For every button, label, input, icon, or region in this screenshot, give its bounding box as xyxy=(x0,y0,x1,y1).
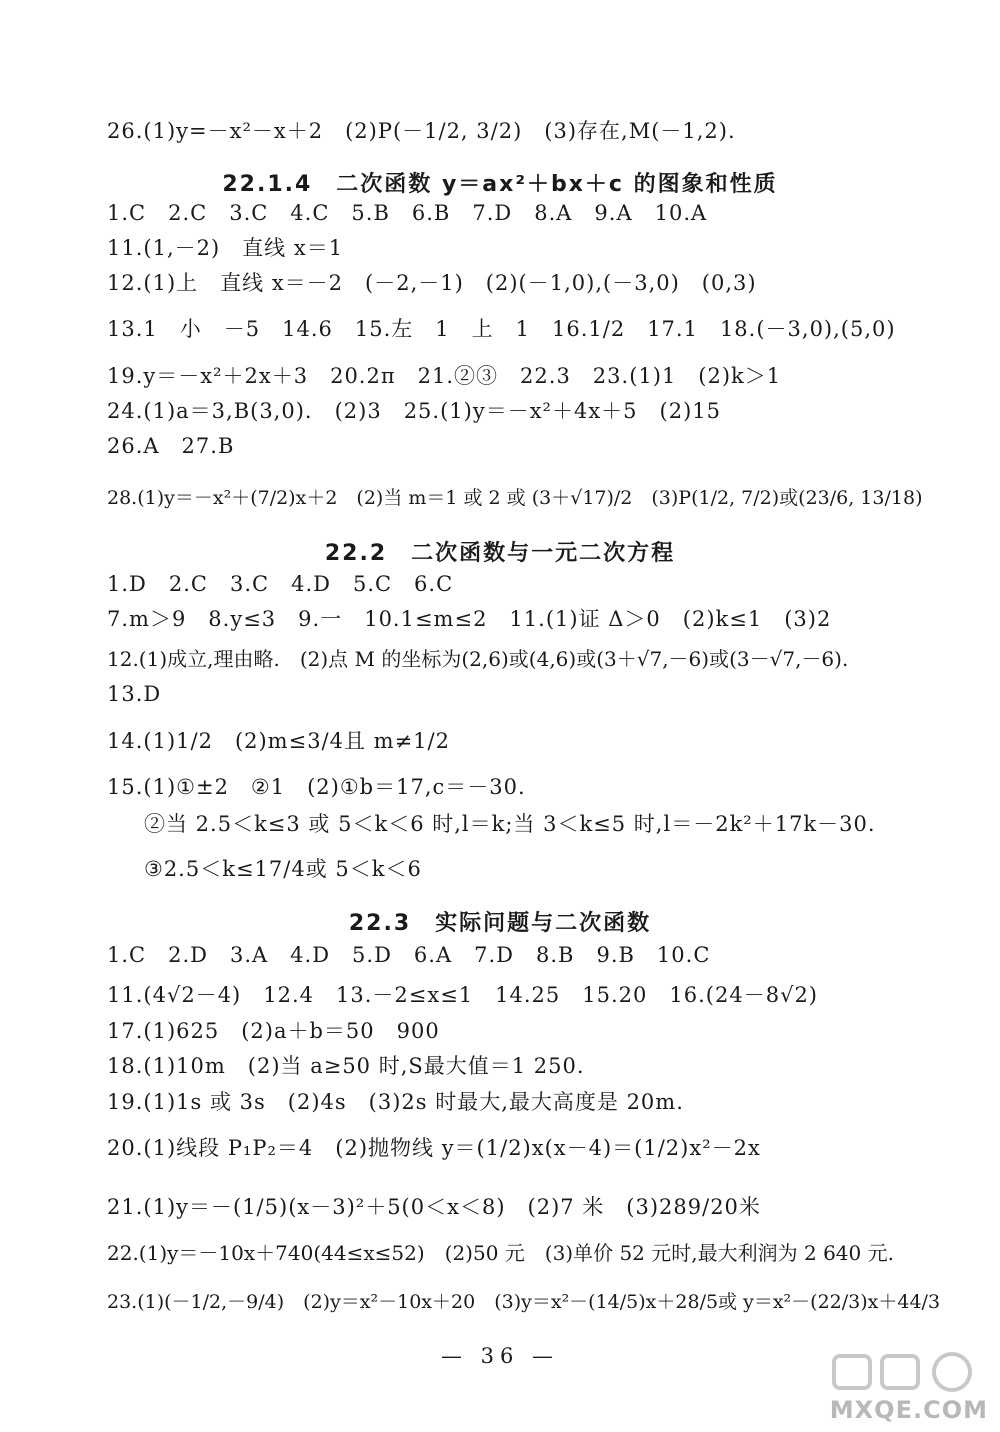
section-heading-22-1-4: 22.1.4 二次函数 y＝ax²＋bx＋c 的图象和性质 xyxy=(222,172,778,197)
section-heading-22-2: 22.2 二次函数与一元二次方程 xyxy=(324,541,676,566)
answer-line-10: 7.m＞9 8.y≤3 9.一 10.1≤m≤2 11.(1)证 Δ＞0 (2)k≤1 (3)2 xyxy=(107,607,832,631)
answer-line-20: 18.(1)10m (2)当 a≥50 时,S最大值＝1 250. xyxy=(107,1054,585,1078)
watermark-logo-icon xyxy=(830,1350,980,1394)
answer-line-8: 28.(1)y＝－x²＋(7/2)x＋2 (2)当 m＝1 或 2 或 (3＋√17)/2 (3)P(1/2, 7/2)或(23/6, 13/18) xyxy=(107,487,923,509)
answer-line-22: 20.(1)线段 P₁P₂＝4 (2)抛物线 y＝(1/2)x(x－4)＝(1/2)x²－2x xyxy=(107,1136,761,1160)
answer-line-2: 11.(1,－2) 直线 x＝1 xyxy=(107,236,344,260)
answer-line-11: 12.(1)成立,理由略. (2)点 M 的坐标为(2,6)或(4,6)或(3＋√7,－6)或(3－√7,－6). xyxy=(107,647,849,671)
answer-line-9: 1.D 2.C 3.C 4.D 5.C 6.C xyxy=(107,572,454,596)
answer-line-6: 24.(1)a＝3,B(3,0). (2)3 25.(1)y＝－x²＋4x＋5 (2)15 xyxy=(107,399,721,423)
answer-line-21: 19.(1)1s 或 3s (2)4s (3)2s 时最大,最大高度是 20m. xyxy=(107,1090,684,1114)
answer-line-3: 12.(1)上 直线 x＝－2 (－2,－1) (2)(－1,0),(－3,0) (0,3) xyxy=(107,271,757,295)
answer-line-17: 1.C 2.D 3.A 4.D 5.D 6.A 7.D 8.B 9.B 10.C xyxy=(107,943,711,967)
answer-line-23: 21.(1)y＝－(1/5)(x－3)²＋5(0＜x＜8) (2)7 米 (3)289/20米 xyxy=(107,1195,761,1219)
answer-line-4: 13.1 小 －5 14.6 15.左 1 上 1 16.1/2 17.1 18.(－3,0),(5,0) xyxy=(107,317,896,341)
answer-line-5: 19.y＝－x²＋2x＋3 20.2π 21.②③ 22.3 23.(1)1 (2)k＞1 xyxy=(107,364,782,388)
answer-line-1: 1.C 2.C 3.C 4.C 5.B 6.B 7.D 8.A 9.A 10.A xyxy=(107,201,708,225)
watermark-text: MXQE.COM xyxy=(829,1396,988,1424)
answer-line-18: 11.(4√2－4) 12.4 13.－2≤x≤1 14.25 15.20 16.(24－8√2) xyxy=(107,983,819,1007)
answer-line-0: 26.(1)y=－x²－x＋2 (2)P(－1/2, 3/2) (3)存在,M(－1,2). xyxy=(107,119,736,143)
answer-line-14: 15.(1)①±2 ②1 (2)①b＝17,c＝－30. xyxy=(107,775,526,799)
answer-line-16: ③2.5＜k≤17/4或 5＜k＜6 xyxy=(144,857,422,881)
page-number: — 36 — xyxy=(440,1344,560,1368)
answer-line-19: 17.(1)625 (2)a＋b＝50 900 xyxy=(107,1019,440,1043)
answer-line-25: 23.(1)(－1/2,－9/4) (2)y＝x²－10x＋20 (3)y＝x²－(14/5)x＋28/5或 y＝x²－(22/3)x＋44/3 xyxy=(107,1291,941,1313)
answer-line-12: 13.D xyxy=(107,682,162,706)
answer-line-7: 26.A 27.B xyxy=(107,434,235,458)
section-heading-22-3: 22.3 实际问题与二次函数 xyxy=(348,911,652,936)
site-watermark xyxy=(800,1376,990,1424)
answer-line-15: ②当 2.5＜k≤3 或 5＜k＜6 时,l＝k;当 3＜k≤5 时,l＝－2k²＋17k－30. xyxy=(144,812,876,836)
answer-line-24: 22.(1)y＝－10x＋740(44≤x≤52) (2)50 元 (3)单价 52 元时,最大利润为 2 640 元. xyxy=(107,1241,894,1265)
answer-line-13: 14.(1)1/2 (2)m≤3/4且 m≠1/2 xyxy=(107,729,450,753)
